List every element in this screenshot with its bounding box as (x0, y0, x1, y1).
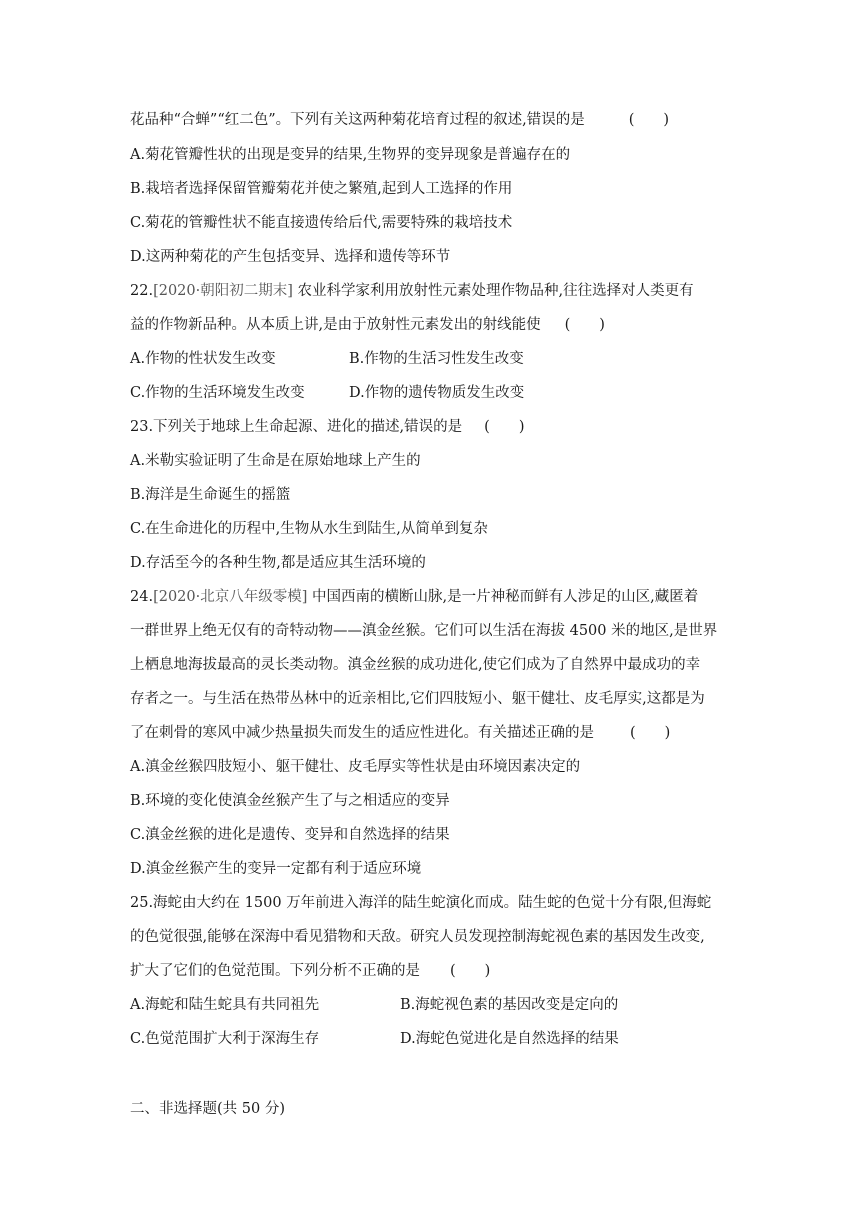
q25-stem-line3 (130, 961, 740, 981)
q23-paren: ( ) (484, 419, 525, 435)
q21-stem (130, 110, 740, 130)
q22-option-a: A.作物的性状发生改变 (130, 351, 276, 367)
q22-text2: 益的作物新品种。从本质上讲,是由于放射性元素发出的射线能使 (130, 317, 541, 333)
q24-text1: 中国西南的横断山脉,是一片神秘而鲜有人涉足的山区,藏匿着 (312, 589, 699, 605)
q23-stem-text: 23.下列关于地球上生命起源、进化的描述,错误的是 (130, 419, 463, 435)
q22-option-b: B.作物的生活习性发生改变 (349, 351, 524, 367)
q22-paren: ( ) (564, 317, 605, 333)
q24-option-c: C.滇金丝猴的进化是遗传、变异和自然选择的结果 (130, 827, 450, 843)
q25-option-d: D.海蛇色觉进化是自然选择的结果 (400, 1031, 619, 1047)
q24-paren: ( ) (630, 725, 671, 741)
q21-option-d: D.这两种菊花的产生包括变异、选择和遗传等环节 (130, 249, 451, 265)
q21-option-b: B.栽培者选择保留管瓣菊花并使之繁殖,起到人工选择的作用 (130, 181, 513, 197)
q21-paren: ( ) (628, 112, 670, 128)
q22-source: [2020·朝阳初二期末] (153, 283, 293, 299)
q23-stem (130, 417, 740, 437)
q22-stem-line1 (130, 281, 740, 301)
q24-source: [2020·北京八年级零模] (153, 589, 308, 605)
q22-options-row1 (130, 349, 740, 369)
q25-stem-line1: 25.海蛇由大约在 1500 万年前进入海洋的陆生蛇演化而成。陆生蛇的色觉十分有限,但海蛇 (130, 895, 712, 911)
q24-stem-line4: 存者之一。与生活在热带丛林中的近亲相比,它们四肢短小、躯干健壮、皮毛厚实,这都是为 (130, 691, 705, 707)
q23-option-b: B.海洋是生命诞生的摇篮 (130, 487, 291, 503)
q22-text1: 农业科学家利用放射性元素处理作物品种,往往选择对人类更有 (297, 283, 694, 299)
q24-option-d: D.滇金丝猴产生的变异一定都有利于适应环境 (130, 861, 422, 877)
q25-option-c: C.色觉范围扩大利于深海生存 (130, 1031, 320, 1047)
q24-stem-line2: 一群世界上绝无仅有的奇特动物——滇金丝猴。它们可以生活在海拔 4500 米的地区,是世界 (130, 623, 718, 639)
q24-stem-line3: 上栖息地海拔最高的灵长类动物。滇金丝猴的成功进化,使它们成为了自然界中最成功的幸 (130, 657, 701, 673)
q21-option-c: C.菊花的管瓣性状不能直接遗传给后代,需要特殊的栽培技术 (130, 215, 513, 231)
q21-option-a: A.菊花管瓣性状的出现是变异的结果,生物界的变异现象是普遍存在的 (130, 147, 571, 163)
q25-options-row1 (130, 995, 740, 1015)
q21-stem-text: 花品种“合蝉”“红二色”。下列有关这两种菊花培育过程的叙述,错误的是 (130, 112, 585, 128)
q24-number: 24. (130, 589, 154, 605)
q24-option-a: A.滇金丝猴四肢短小、躯干健壮、皮毛厚实等性状是由环境因素决定的 (130, 759, 581, 775)
q23-option-a: A.米勒实验证明了生命是在原始地球上产生的 (130, 453, 421, 469)
q25-option-a: A.海蛇和陆生蛇具有共同祖先 (130, 997, 320, 1013)
q22-options-row2 (130, 383, 740, 403)
q25-paren: ( ) (450, 963, 491, 979)
q23-option-c: C.在生命进化的历程中,生物从水生到陆生,从简单到复杂 (130, 521, 488, 537)
q25-option-b: B.海蛇视色素的基因改变是定向的 (400, 997, 619, 1013)
q24-option-b: B.环境的变化使滇金丝猴产生了与之相适应的变异 (130, 793, 450, 809)
q22-option-d: D.作物的遗传物质发生改变 (349, 385, 525, 401)
q25-text3: 扩大了它们的色觉范围。下列分析不正确的是 (130, 963, 420, 979)
q22-stem-line2 (130, 315, 740, 335)
q22-option-c: C.作物的生活环境发生改变 (130, 385, 305, 401)
q24-stem-line5 (130, 723, 740, 743)
q23-option-d: D.存活至今的各种生物,都是适应其生活环境的 (130, 555, 426, 571)
q25-stem-line2: 的色觉很强,能够在深海中看见猎物和天敌。研究人员发现控制海蛇视色素的基因发生改变, (130, 929, 705, 945)
q24-stem-line1 (130, 587, 740, 607)
q22-number: 22. (130, 283, 154, 299)
q25-options-row2 (130, 1029, 740, 1049)
section-heading: 二、非选择题(共 50 分) (130, 1101, 285, 1117)
q24-text5: 了在刺骨的寒风中减少热量损失而发生的适应性进化。有关描述正确的是 (130, 725, 594, 741)
